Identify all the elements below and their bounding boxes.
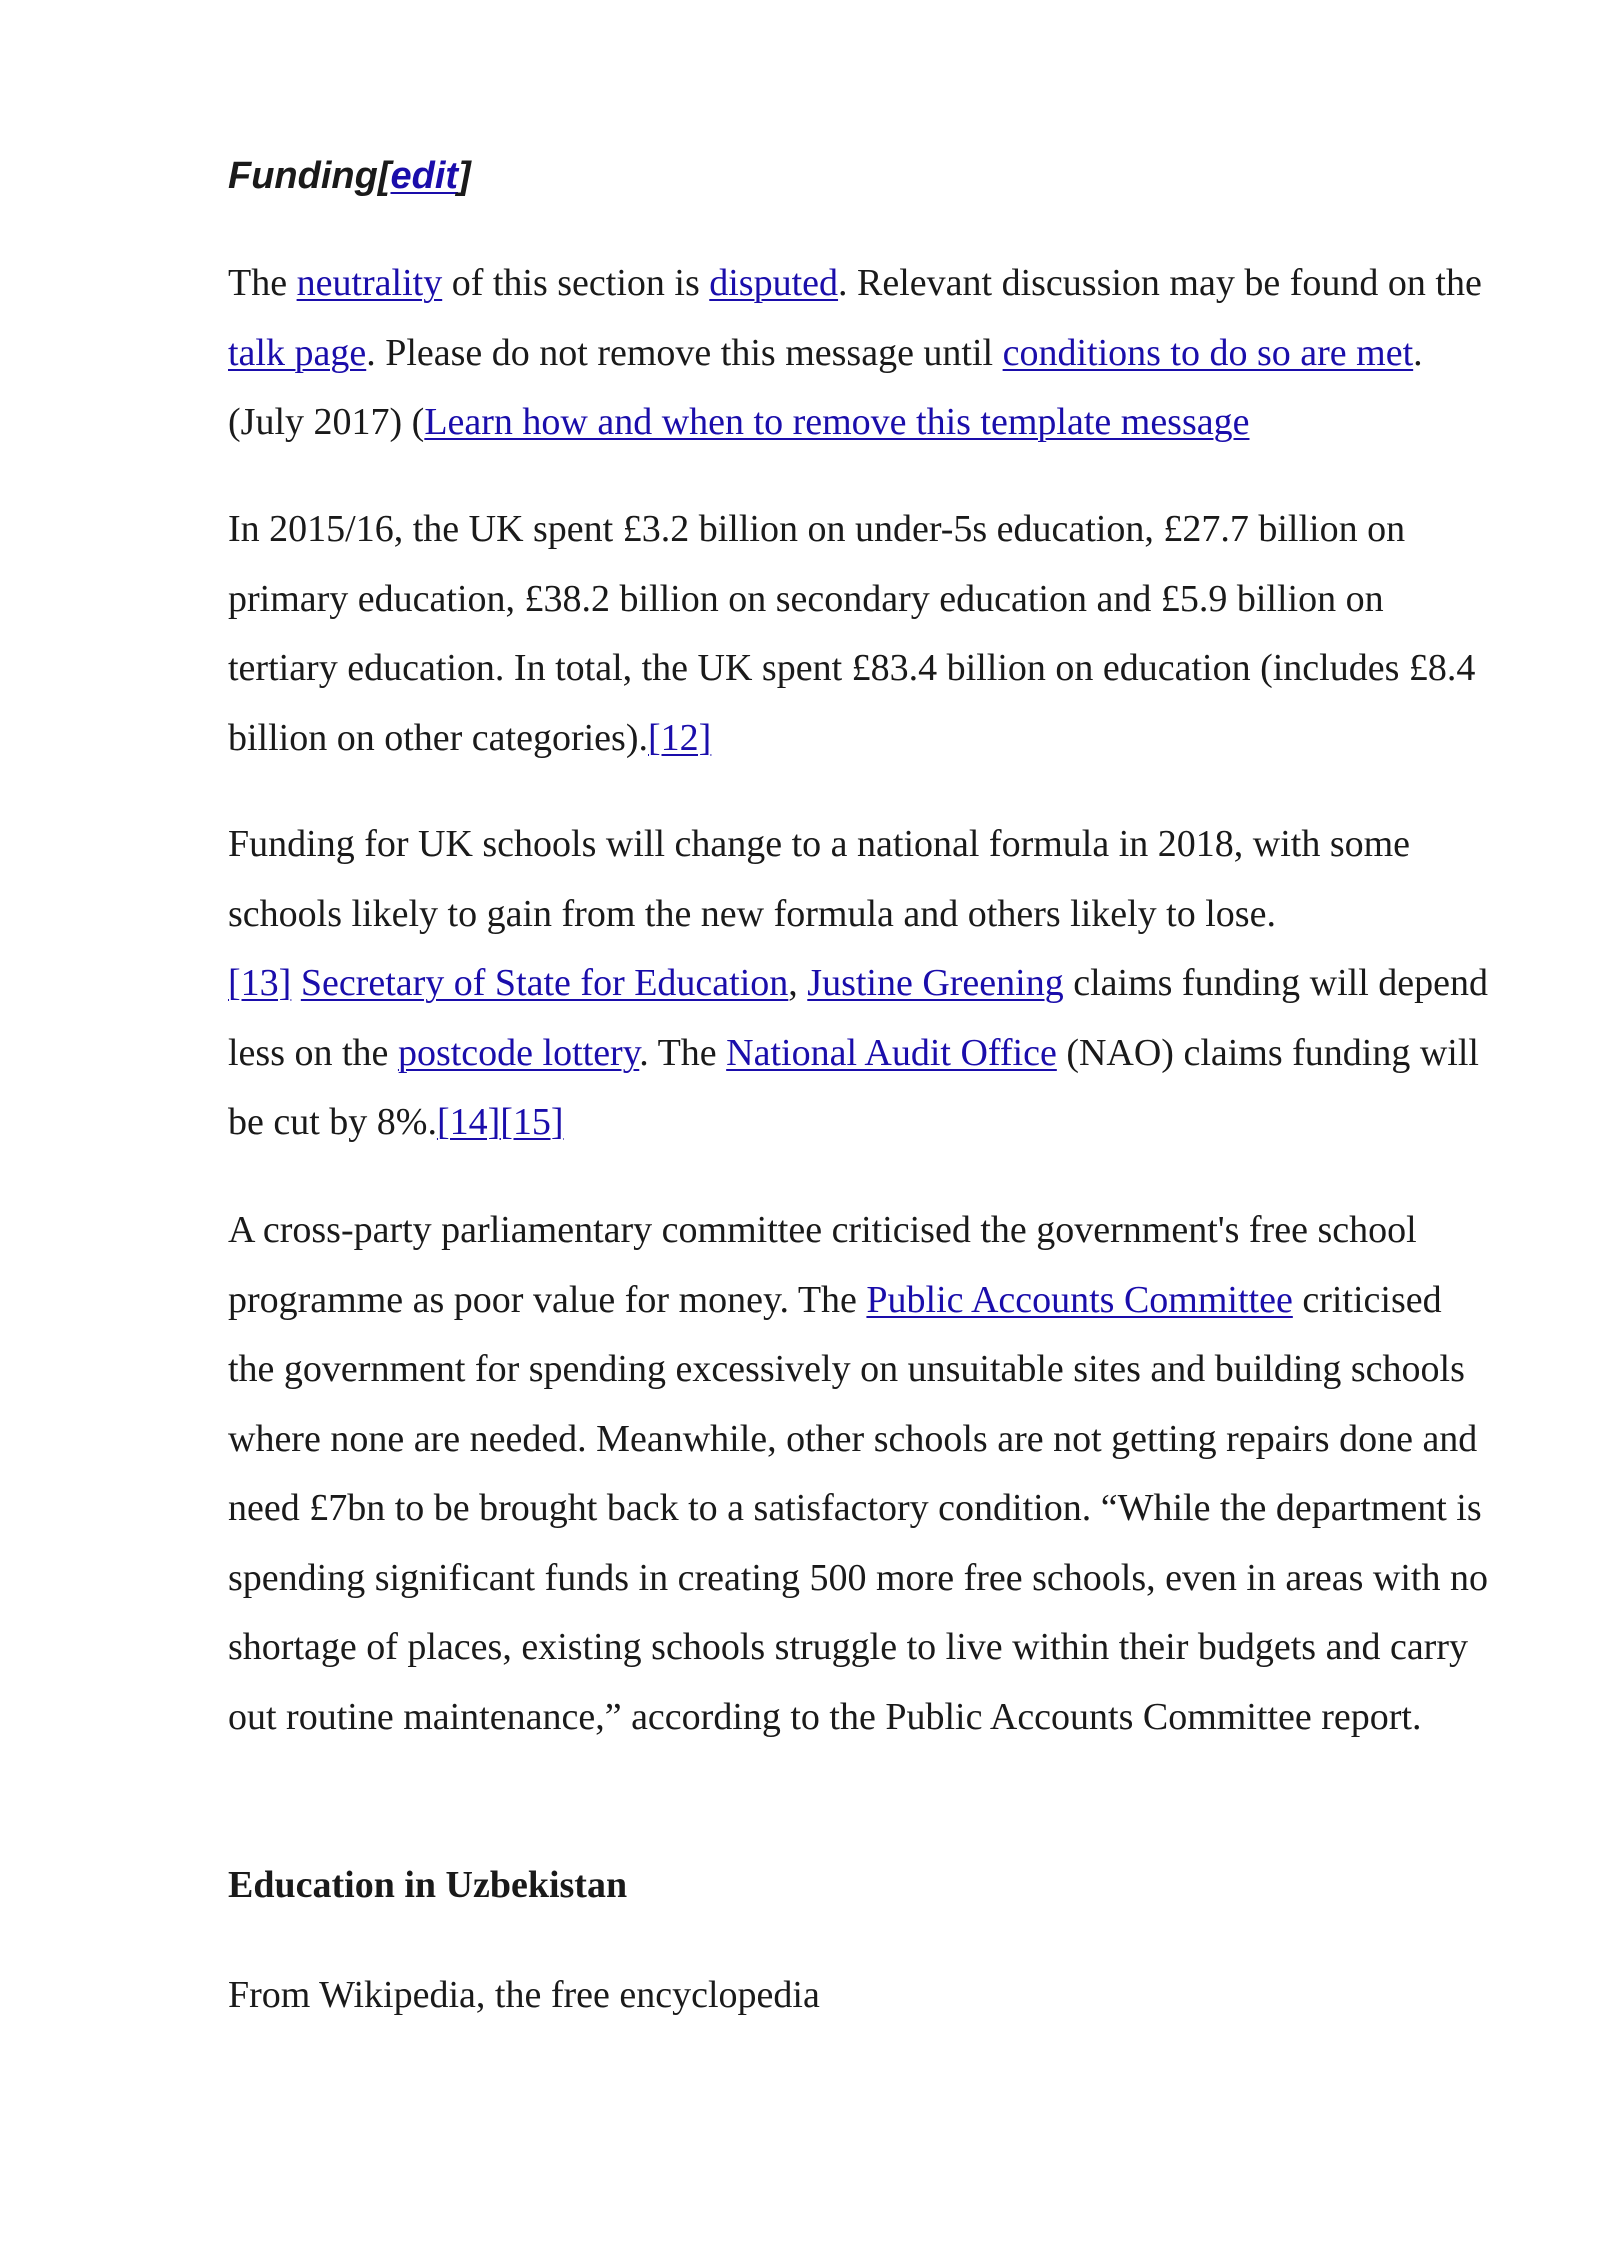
committee-paragraph [228,1196,1488,1752]
postcode-lottery-link[interactable]: postcode lottery [397,1031,640,1074]
notice-text: of this section is [442,262,710,304]
reference-15-link[interactable]: [15] [500,1101,564,1143]
formula-text: , [788,962,808,1004]
notice-text: . (July 2017) ( [228,331,1423,443]
section-heading-funding [228,150,471,202]
spending-text: In 2015/16, the UK spent £3.2 billion on under-5s education, £27.7 billion on primary education, £38.2 billion on secondary education and £5.9 billion on tertiary education. In total, the UK spent £83.4 billion on education (includes £8.4 billion on other categories). [228,508,1476,759]
reference-12-link[interactable]: [12] [648,716,712,759]
notice-text: . Relevant discussion may be found on the [838,262,1482,304]
next-article-tagline: From Wikipedia, the free encyclopedia [228,1974,820,2016]
national-audit-office-link[interactable]: National Audit Office [726,1031,1057,1074]
next-article-title: Education in Uzbekistan [228,1864,628,1906]
formula-text: claims funding will depend less on the [228,962,1488,1074]
committee-text: criticised the government for spending excessively on unsuitable sites and building schools where none are needed. Meanwhile, other schools are not getting repairs done and need £7bn to be brought back to a satisfactory condition. “While the department is spending significant funds in creating 500 more free schools, even in areas with no shortage of places, existing schools struggle to live within their budgets and carry out routine maintenance,” according to the Public Accounts Committee report. [228,1278,1488,1738]
formula-paragraph [228,810,1488,1158]
reference-13-link[interactable]: [13] [228,962,292,1004]
justine-greening-link[interactable]: Justine Greening [807,962,1064,1004]
disputed-link[interactable]: disputed [709,262,839,304]
formula-text: (NAO) claims funding will be cut by 8%. [228,1031,1479,1143]
edit-section-link[interactable]: edit [390,155,459,197]
notice-text: The [228,262,297,304]
spending-paragraph [228,495,1488,773]
reference-14-link[interactable]: [14] [436,1101,501,1143]
neutrality-notice [228,249,1488,458]
neutrality-link[interactable]: neutrality [296,262,443,304]
section-title: Funding [228,155,378,197]
edit-bracket-close: ] [458,155,471,197]
secretary-of-state-link[interactable]: Secretary of State for Education [300,962,789,1004]
talk-page-link[interactable]: talk page [228,331,367,374]
committee-text: A cross-party parliamentary committee criticised the government's free school programme as poor value for money. The [228,1209,1417,1321]
formula-text: Funding for UK schools will change to a national formula in 2018, with some schools likely to gain from the new formula and others likely to lose. [228,823,1411,935]
edit-bracket-open: [ [377,155,391,197]
formula-text: . The [639,1031,727,1074]
learn-remove-template-link[interactable]: Learn how and when to remove this template message [424,401,1250,443]
conditions-link[interactable]: conditions to do so are met [1002,331,1414,374]
notice-text: . Please do not remove this message until [366,331,1003,374]
public-accounts-committee-link[interactable]: Public Accounts Committee [866,1278,1293,1321]
